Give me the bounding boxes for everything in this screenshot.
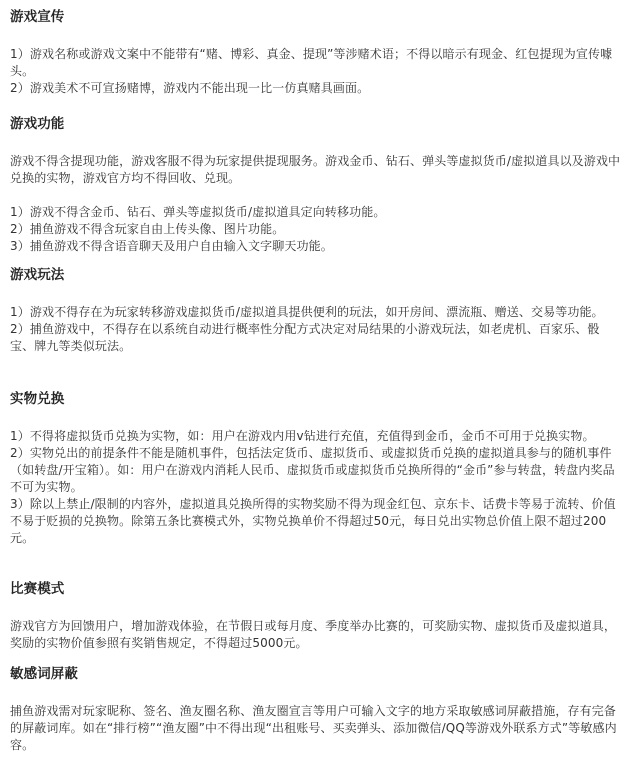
section-game-features — [10, 115, 622, 255]
section-competition-mode — [10, 580, 622, 652]
paragraph: 1）游戏不得存在为玩家转移游戏虚拟货币/虚拟道具提供便利的玩法，如开房间、漂流瓶、赠送、交易等功能。 — [10, 305, 604, 319]
paragraph: 游戏不得含提现功能，游戏客服不得为玩家提供提现服务。游戏金币、钻石、弹头等虚拟货币/虚拟道具以及游戏中兑换的实物，游戏官方均不得回收、兑现。 — [10, 154, 621, 185]
paragraph: 2）捕鱼游戏不得含玩家自由上传头像、图片功能。 — [10, 222, 285, 236]
section-title: 比赛模式 — [10, 581, 65, 597]
section-title: 实物兑换 — [10, 391, 65, 407]
paragraph: 2）游戏美术不可宣扬赌博，游戏内不能出现一比一仿真赌具画面。 — [10, 81, 370, 95]
section-physical-redemption — [10, 390, 622, 547]
paragraph: 1）游戏不得含金币、钻石、弹头等虚拟货币/虚拟道具定向转移功能。 — [10, 205, 386, 219]
paragraph: 3）除以上禁止/限制的内容外，虚拟道具兑换所得的实物奖励不得为现金红包、京东卡、话费卡等易于流转、价值不易于贬损的兑换物。除第五条比赛模式外，实物兑换单价不得超过50元，每日兑出实物总价值上限不超过200元。 — [10, 497, 616, 545]
section-title: 游戏玩法 — [10, 267, 65, 283]
paragraph: 1）游戏名称或游戏文案中不能带有“赌、博彩、真金、提现”等涉赌术语；不得以暗示有现金、红包提现为宣传噱头。 — [10, 47, 613, 78]
section-title: 敏感词屏蔽 — [10, 666, 78, 682]
section-gameplay — [10, 266, 622, 355]
paragraph: 2）捕鱼游戏中，不得存在以系统自动进行概率性分配方式决定对局结果的小游戏玩法，如老虎机、百家乐、骰宝、牌九等类似玩法。 — [10, 322, 600, 353]
section-sensitive-word-filter — [10, 665, 622, 754]
section-title: 游戏功能 — [10, 116, 65, 132]
paragraph: 2）实物兑出的前提条件不能是随机事件，包括法定货币、虚拟货币、或虚拟货币兑换的虚拟道具参与的随机事件（如转盘/开宝箱）。如：用户在游戏内消耗人民币、虚拟货币或虚拟货币兑换所得的“金币”参与转盘，转盘内奖品不可为实物。 — [10, 446, 615, 494]
section-game-promotion — [10, 8, 622, 97]
paragraph: 游戏官方为回馈用户，增加游戏体验，在节假日或每月度、季度举办比赛的，可奖励实物、虚拟货币及虚拟道具，奖励的实物价值参照有奖销售规定，不得超过5000元。 — [10, 619, 617, 650]
paragraph: 3）捕鱼游戏不得含语音聊天及用户自由输入文字聊天功能。 — [10, 239, 333, 253]
paragraph: 1）不得将虚拟货币兑换为实物，如：用户在游戏内用v钻进行充值，充值得到金币，金币不可用于兑换实物。 — [10, 429, 595, 443]
paragraph: 捕鱼游戏需对玩家昵称、签名、渔友圈名称、渔友圈宣言等用户可输入文字的地方采取敏感词屏蔽措施，存有完备的屏蔽词库。如在“排行榜”“渔友圈”中不得出现“出租账号、买卖弹头、添加微信/QQ等游戏外联系方式”等敏感内容。 — [10, 704, 617, 752]
section-title: 游戏宣传 — [10, 9, 65, 25]
